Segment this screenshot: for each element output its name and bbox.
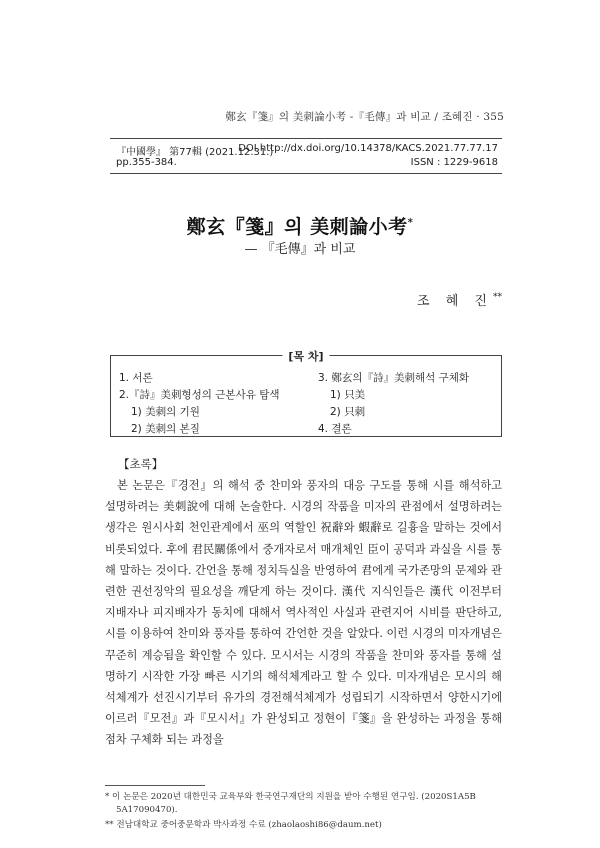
toc-item[interactable]: 3. 鄭玄의『詩』美刺해석 구체화 (318, 372, 470, 384)
title-footnote-marker: * (407, 217, 414, 229)
toc-subitem[interactable]: 1) 只美 (330, 389, 366, 401)
toc-item[interactable]: 2.『詩』美刺형성의 근본사유 탐색 (119, 389, 280, 401)
toc-subitem[interactable]: 2) 美刺의 본질 (131, 423, 200, 435)
publication-info-row-2 (116, 157, 498, 168)
toc-item[interactable]: 1. 서론 (119, 372, 153, 384)
toc-heading: [목 차] (282, 348, 329, 364)
doi-link[interactable]: DOI http://dx.doi.org/10.14378/KACS.2021.77.77.17 (238, 143, 498, 154)
issn: ISSN : 1229-9618 (410, 157, 498, 168)
table-of-contents (110, 350, 502, 437)
paper-title-text: 鄭玄『箋』의 美刺論小考 (186, 216, 408, 238)
toc-subitem[interactable]: 2) 只刺 (330, 406, 366, 418)
publication-info-row-1 (116, 143, 498, 158)
footnote-funding-continued: 5A17090470). (116, 805, 178, 815)
paper-subtitle: — 『毛傳』과 비교 (244, 242, 356, 257)
paper-title (0, 212, 600, 239)
running-header: 鄭玄『箋』의 美刺論小考 -『毛傳』과 비교 / 조혜진 · 355 (225, 111, 504, 123)
journal-info: 『中國學』 第77輯 (2021.12.31.) (116, 147, 274, 158)
footnote-funding: * 이 논문은 2020년 대한민국 교육부와 한국연구재단의 지원을 받아 수행된 연구임. (2020S1A5B (105, 792, 476, 802)
author-footnote-marker: ** (493, 292, 502, 303)
toc-right-column (318, 370, 469, 438)
footnote-divider (105, 785, 205, 786)
publication-info-box (110, 138, 502, 174)
toc-subitem[interactable]: 1) 美刺의 기원 (131, 406, 200, 418)
page-range: pp.355-384. (116, 157, 177, 168)
toc-item[interactable]: 4. 결론 (318, 423, 352, 435)
author-name: 조 혜 진 (417, 294, 493, 309)
abstract-body: 본 논문은『경전』의 해석 중 찬미와 풍자의 대응 구도를 통해 시를 해석하고 설명하려는 美刺說에 대해 논술한다. 시경의 작품을 미자의 관점에서 설명하려는 생각은 원시사회 천인관계에서 巫의 역할인 祝辭와 蝦辭로 길흉을 말하는 것에서 비롯되었다. 후에 君民關係에서 중개자로서 매개체인 臣이 공덕과 과실을 시를 통해 말하는 것이다. 간언을 통해 정치득실을 반영하여 君에게 국가존망의 문제와 관련한 권선징악의 필요성을 깨닫게 하는 것이다. 漢代 지식인들은 漢代 이전부터 지배자나 피지배자가 동치에 대해서 역사적인 사실과 관련지어 시비를 판단하고, 시를 이용하여 찬미와 풍자를 통하여 간언한 것을 알았다. 이런 시경의 미자개념은 꾸준히 계승됨을 확인할 수 있다. 모시서는 시경의 작품을 찬미와 풍자를 통해 설명하기 시작한 가장 빠른 시기의 해석체계라고 할 수 있다. 미자개념은 모시의 해석체계가 선진시기부터 유가의 경전해석체계가 성립되기 시작하면서 양한시기에 이르러『모전』과『모시서』가 완성되고 정현이『箋』을 완성하는 과정을 통해 점차 구체화 되는 과정을 (105, 479, 502, 747)
author (417, 290, 502, 309)
abstract-heading: 【초록】 (118, 457, 164, 471)
toc-left-column (119, 370, 279, 438)
footnote-author-affiliation: ** 전남대학교 중어중문학과 박사과정 수료 (zhaolaoshi86@daum.net) (105, 820, 382, 830)
